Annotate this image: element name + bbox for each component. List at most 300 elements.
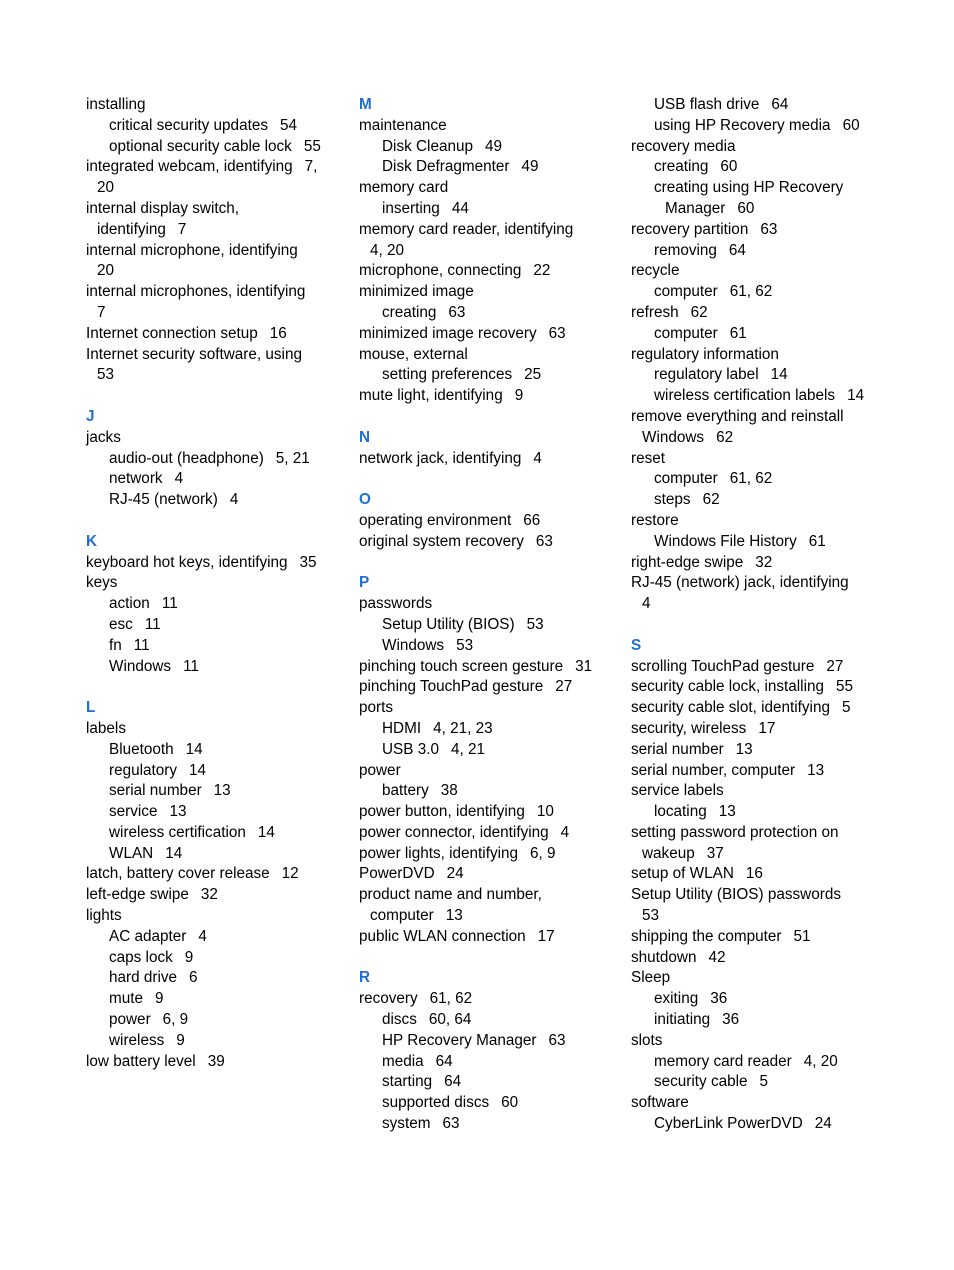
index-term: serial number, computer <box>631 761 796 779</box>
index-subentry <box>359 1031 611 1052</box>
index-entry <box>631 698 883 719</box>
index-column-3 <box>631 95 883 1135</box>
index-term: system <box>382 1115 431 1133</box>
index-term: Disk Defragmenter <box>382 158 510 176</box>
index-subentry <box>631 116 883 137</box>
index-term: recovery partition <box>631 220 749 238</box>
page-number-link[interactable]: 17 <box>537 927 555 945</box>
index-term: installing <box>86 96 146 113</box>
page-number-link[interactable]: 4 <box>198 927 207 945</box>
index-subentry <box>359 740 611 761</box>
page-number-link[interactable]: 31 <box>575 657 593 675</box>
section-gap <box>359 553 611 574</box>
index-entry <box>86 324 338 345</box>
page-number-link[interactable]: 63 <box>548 324 566 342</box>
index-term: Internet connection setup <box>86 324 258 342</box>
page-number-link[interactable]: 49 <box>484 137 502 155</box>
index-term: identifying <box>97 220 166 238</box>
index-subentry <box>359 137 611 158</box>
index-entry <box>631 303 883 324</box>
section-gap <box>359 407 611 428</box>
index-subentry <box>359 157 611 178</box>
index-subentry <box>631 95 883 116</box>
page-number-link[interactable]: 63 <box>442 1115 460 1133</box>
index-entry <box>359 261 611 282</box>
index-subentry <box>86 615 338 636</box>
page-number-link[interactable]: 7, <box>304 158 318 176</box>
index-term: discs <box>382 1011 417 1029</box>
index-term: 7 <box>97 303 106 321</box>
index-term: internal display switch, <box>86 199 240 217</box>
index-entry <box>631 740 883 761</box>
page-number-link[interactable]: 32 <box>200 886 218 904</box>
page-number-link[interactable]: 24 <box>446 865 464 883</box>
index-term: esc <box>109 615 133 633</box>
page-number-link[interactable]: 4 <box>533 449 542 467</box>
index-term: starting <box>382 1073 433 1091</box>
page-number-link[interactable]: 49 <box>521 158 539 176</box>
index-term: steps <box>654 491 691 509</box>
index-subentry <box>359 636 611 657</box>
page-number-link[interactable]: 9 <box>155 990 164 1008</box>
index-term: Windows <box>109 657 172 675</box>
index-section-letter: J <box>86 407 95 425</box>
index-entry <box>359 345 611 366</box>
index-term: operating environment <box>359 511 512 529</box>
index-subentry <box>86 490 338 511</box>
index-entry <box>86 241 338 262</box>
page-number-link[interactable]: 64 <box>444 1073 462 1091</box>
page-number-link[interactable]: 61, 62 <box>429 990 473 1008</box>
index-subentry <box>86 594 338 615</box>
index-subentry <box>86 1010 338 1031</box>
page-number-link[interactable]: 13 <box>213 782 231 800</box>
index-entry <box>86 719 338 740</box>
index-term: Bluetooth <box>109 740 174 758</box>
index-subentry <box>359 719 611 740</box>
index-subentry <box>631 532 883 553</box>
index-entry <box>359 282 611 303</box>
index-subentry <box>86 469 338 490</box>
index-term: supported discs <box>382 1094 490 1112</box>
index-entry <box>631 345 883 366</box>
page-number-link[interactable]: 6 <box>189 969 198 987</box>
index-entry <box>631 1031 883 1052</box>
page-number-link[interactable]: 62 <box>716 428 734 446</box>
index-term: memory card reader <box>654 1052 792 1070</box>
page-number-link[interactable]: 53 <box>526 615 544 633</box>
page-number-link[interactable]: 5 <box>841 699 851 717</box>
index-subentry-continuation <box>631 199 883 220</box>
index-entry <box>359 844 611 865</box>
index-entry <box>631 449 883 470</box>
index-term: labels <box>86 719 126 737</box>
page-number-link[interactable]: 61 <box>808 532 826 550</box>
index-subentry <box>359 1093 611 1114</box>
page-number-link[interactable]: 36 <box>710 990 728 1008</box>
page-number-link[interactable]: 5 <box>759 1073 769 1091</box>
index-term: 53 <box>97 366 115 384</box>
index-term: exiting <box>654 990 699 1008</box>
page-number-link[interactable]: 64 <box>728 241 746 259</box>
page-number-link[interactable]: 14 <box>257 823 275 841</box>
page-number-link[interactable]: 12 <box>281 865 299 883</box>
index-section-letter: S <box>631 636 642 654</box>
index-term: Windows File History <box>654 532 797 550</box>
page-number-link[interactable]: 60 <box>842 116 860 134</box>
index-term: WLAN <box>109 844 154 862</box>
index-entry <box>631 968 883 989</box>
page-number-link[interactable]: 44 <box>451 199 469 217</box>
page-number-link[interactable]: 63 <box>535 532 553 550</box>
page-number-link[interactable]: 24 <box>814 1115 832 1133</box>
index-term: mute light, identifying <box>359 387 503 405</box>
index-entry <box>631 657 883 678</box>
index-term: slots <box>631 1031 663 1049</box>
page-number-link[interactable]: 4, 21, 23 <box>433 719 493 737</box>
index-term: serial number <box>109 782 202 800</box>
index-entry <box>86 157 338 178</box>
page-number-link[interactable]: 62 <box>690 303 708 321</box>
index-column-2 <box>359 95 611 1135</box>
index-term: creating <box>382 303 437 321</box>
index-term: service labels <box>631 782 724 800</box>
page-number-link[interactable]: 22 <box>533 262 551 280</box>
index-term: integrated webcam, identifying <box>86 158 293 176</box>
index-entry <box>359 116 611 137</box>
index-subentry <box>631 386 883 407</box>
page-number-link[interactable]: 7 <box>177 220 187 238</box>
index-subentry <box>86 636 338 657</box>
page-number-link[interactable]: 6, 9 <box>162 1011 189 1029</box>
page-number-link[interactable]: 11 <box>144 615 161 633</box>
index-entry <box>86 345 338 366</box>
page-number-link[interactable]: 60 <box>501 1094 519 1112</box>
page-number-link[interactable]: 60 <box>720 158 738 176</box>
index-entry <box>631 781 883 802</box>
index-entry <box>359 594 611 615</box>
index-term: Windows <box>642 428 705 446</box>
index-term: regulatory <box>109 761 178 779</box>
index-term: audio-out (headphone) <box>109 449 264 467</box>
index-term: latch, battery cover release <box>86 865 270 883</box>
page-number-link[interactable]: 53 <box>456 636 474 654</box>
page-number-link[interactable]: 61 <box>729 324 747 342</box>
index-term: AC adapter <box>109 927 187 945</box>
index-term: power lights, identifying <box>359 844 519 862</box>
page-number-link[interactable]: 13 <box>735 740 753 758</box>
index-term: Setup Utility (BIOS) passwords <box>631 886 841 904</box>
index-entry-continuation <box>631 906 883 927</box>
index-term: low battery level <box>86 1052 196 1070</box>
index-term: setup of WLAN <box>631 865 734 883</box>
index-entry <box>359 885 611 906</box>
page-number-link[interactable]: 36 <box>722 1011 740 1029</box>
index-term: regulatory information <box>631 345 779 363</box>
page-number-link[interactable]: 13 <box>169 803 187 821</box>
index-entry <box>631 553 883 574</box>
index-term: power connector, identifying <box>359 823 549 841</box>
index-entry <box>631 864 883 885</box>
page-number-link[interactable]: 64 <box>435 1052 453 1070</box>
index-term: passwords <box>359 595 433 613</box>
index-subentry <box>631 1072 883 1093</box>
index-term: shipping the computer <box>631 927 782 945</box>
index-term: recovery <box>359 990 418 1008</box>
page-number-link[interactable]: 32 <box>755 553 773 571</box>
index-term: PowerDVD <box>359 865 435 883</box>
index-term: removing <box>654 241 717 259</box>
index-term: security cable lock, installing <box>631 678 824 696</box>
index-entry-continuation <box>631 594 883 615</box>
index-term: software <box>631 1094 689 1112</box>
index-subentry <box>86 989 338 1010</box>
section-gap <box>631 615 883 636</box>
index-term: public WLAN connection <box>359 927 526 945</box>
page-number-link[interactable]: 27 <box>826 657 844 675</box>
index-term: Internet security software, using <box>86 345 302 363</box>
page-number-link[interactable]: 16 <box>745 865 763 883</box>
index-term: scrolling TouchPad gesture <box>631 657 815 675</box>
index-section-letter: N <box>359 428 371 446</box>
index-term: battery <box>382 782 429 800</box>
index-entry <box>631 573 883 594</box>
index-term: inserting <box>382 199 440 217</box>
index-term: 20 <box>97 179 115 197</box>
page-number-link[interactable]: 11 <box>161 595 178 613</box>
page-number-link[interactable]: 64 <box>771 96 789 113</box>
index-entry <box>631 511 883 532</box>
index-term: critical security updates <box>109 116 268 134</box>
index-term: pinching touch screen gesture <box>359 657 564 675</box>
index-entry <box>359 927 611 948</box>
index-column-1 <box>86 95 338 1072</box>
section-gap <box>359 469 611 490</box>
index-term: shutdown <box>631 948 697 966</box>
index-subentry <box>631 1114 883 1135</box>
page-number-link[interactable]: 61, 62 <box>729 283 773 301</box>
index-entry <box>86 553 338 574</box>
index-entry-continuation <box>631 844 883 865</box>
index-term: USB 3.0 <box>382 740 439 758</box>
page-number-link[interactable]: 9 <box>514 387 524 405</box>
page-number-link[interactable]: 4 <box>560 823 570 841</box>
page-number-link[interactable]: 14 <box>189 761 207 779</box>
page-number-link[interactable]: 11 <box>133 636 150 654</box>
index-term: caps lock <box>109 948 173 966</box>
index-subentry <box>631 1010 883 1031</box>
index-section-letter: R <box>359 969 371 987</box>
page-number-link[interactable]: 63 <box>548 1031 566 1049</box>
index-subentry <box>631 1052 883 1073</box>
page-number-link[interactable]: 11 <box>183 657 199 675</box>
index-term: left-edge swipe <box>86 886 189 904</box>
index-entry <box>359 657 611 678</box>
index-entry <box>631 885 883 906</box>
section-gap <box>86 511 338 532</box>
index-subentry <box>86 844 338 865</box>
index-term: service <box>109 803 158 821</box>
index-entry <box>359 220 611 241</box>
index-term: mute <box>109 990 144 1008</box>
page-number-link[interactable]: 55 <box>303 137 321 155</box>
index-subentry <box>631 282 883 303</box>
index-term: regulatory label <box>654 366 759 384</box>
index-entry <box>631 677 883 698</box>
page-number-link[interactable]: 14 <box>185 740 203 758</box>
page-number-link[interactable]: 6, 9 <box>530 844 556 862</box>
page-number-link[interactable]: 4, 20 <box>803 1052 838 1070</box>
index-subentry <box>631 365 883 386</box>
page-number-link[interactable]: 37 <box>706 844 724 862</box>
page-number-link[interactable]: 63 <box>448 303 466 321</box>
index-term: HP Recovery Manager <box>382 1031 537 1049</box>
page-number-link[interactable]: 27 <box>555 678 573 696</box>
index-term: Sleep <box>631 969 671 987</box>
page-number-link[interactable]: 13 <box>718 803 736 821</box>
index-term: internal microphones, identifying <box>86 283 306 301</box>
index-term: keyboard hot keys, identifying <box>86 553 288 571</box>
index-subentry <box>86 781 338 802</box>
index-entry <box>359 178 611 199</box>
page-number-link[interactable]: 39 <box>207 1052 225 1070</box>
page-number-link[interactable]: 14 <box>770 366 788 384</box>
page-number-link[interactable]: 9 <box>184 948 194 966</box>
page-number-link[interactable]: 10 <box>536 803 554 821</box>
index-subentry <box>359 199 611 220</box>
index-section-letter: M <box>359 96 372 113</box>
index-term: mouse, external <box>359 345 468 363</box>
page-number-link[interactable]: 16 <box>269 324 287 342</box>
index-entry-continuation <box>86 303 338 324</box>
index-subentry <box>631 157 883 178</box>
index-entry <box>86 1052 338 1073</box>
index-term: memory card reader, identifying <box>359 220 574 238</box>
index-entry <box>359 802 611 823</box>
page-number-link[interactable]: 25 <box>524 366 542 384</box>
page-number-link[interactable]: 14 <box>847 387 865 405</box>
index-term: pinching TouchPad gesture <box>359 678 544 696</box>
index-entry <box>86 199 338 220</box>
index-entry <box>359 511 611 532</box>
page-number-link[interactable]: 9 <box>176 1031 185 1049</box>
page-number-link[interactable]: 14 <box>165 844 183 862</box>
index-entry-continuation <box>86 261 338 282</box>
index-entry <box>359 449 611 470</box>
index-term: Windows <box>382 636 445 654</box>
index-term: Disk Cleanup <box>382 137 473 155</box>
page-number-link[interactable]: 35 <box>299 553 317 571</box>
page-number-link[interactable]: 5, 21 <box>275 449 310 467</box>
index-term: fn <box>109 636 122 654</box>
page-number-link[interactable]: 60, 64 <box>428 1011 472 1029</box>
page-number-link[interactable]: 4 <box>229 491 239 509</box>
page-number-link[interactable]: 17 <box>758 719 776 737</box>
index-subentry <box>86 1031 338 1052</box>
page-number-link[interactable]: 62 <box>702 491 720 509</box>
index-term: memory card <box>359 179 449 197</box>
index-entry <box>86 885 338 906</box>
index-subentry <box>359 615 611 636</box>
index-entry <box>359 823 611 844</box>
index-term: wakeup <box>642 844 695 862</box>
page-number-link[interactable]: 60 <box>737 199 755 217</box>
index-entry <box>631 927 883 948</box>
page-number-link[interactable]: 54 <box>279 116 297 134</box>
index-subentry <box>631 469 883 490</box>
index-term: RJ-45 (network) <box>109 491 218 509</box>
page-number-link[interactable]: 61, 62 <box>729 470 773 488</box>
index-subentry <box>631 989 883 1010</box>
index-term: security cable slot, identifying <box>631 699 830 717</box>
page-number-link[interactable]: 38 <box>440 782 458 800</box>
page-number-link[interactable]: 63 <box>760 220 778 238</box>
index-section-letter: L <box>86 699 96 717</box>
index-subentry <box>86 802 338 823</box>
index-subentry <box>86 761 338 782</box>
index-entry <box>359 324 611 345</box>
page-number-link[interactable]: 66 <box>523 511 541 529</box>
index-term: product name and number, <box>359 886 542 904</box>
page-number-link[interactable]: 55 <box>836 678 854 696</box>
index-subentry <box>86 137 338 158</box>
index-term: reset <box>631 449 666 467</box>
index-term: minimized image recovery <box>359 324 537 342</box>
index-term: recovery media <box>631 137 736 155</box>
index-term: CyberLink PowerDVD <box>654 1115 803 1133</box>
index-entry <box>631 823 883 844</box>
index-term: hard drive <box>109 969 178 987</box>
index-term: security, wireless <box>631 719 747 737</box>
index-term: computer <box>654 324 718 342</box>
index-term: initiating <box>654 1011 711 1029</box>
page-number-link[interactable]: 13 <box>445 907 463 925</box>
index-term: locating <box>654 803 707 821</box>
index-term: right-edge swipe <box>631 553 744 571</box>
index-term: maintenance <box>359 116 447 134</box>
index-term: restore <box>631 511 679 529</box>
index-term: computer <box>654 283 718 301</box>
page-number-link[interactable]: 13 <box>807 761 825 779</box>
index-term: minimized image <box>359 283 474 301</box>
index-entry-continuation <box>359 906 611 927</box>
index-subentry <box>86 449 338 470</box>
index-entry <box>631 220 883 241</box>
index-entry <box>359 761 611 782</box>
section-gap <box>86 386 338 407</box>
page-number-link[interactable]: 42 <box>708 948 726 966</box>
index-term: jacks <box>86 428 121 446</box>
index-entry <box>631 1093 883 1114</box>
index-term: lights <box>86 907 122 925</box>
index-subentry <box>359 1010 611 1031</box>
index-term: computer <box>654 470 718 488</box>
page-number-link[interactable]: 51 <box>793 927 811 945</box>
index-entry <box>631 261 883 282</box>
index-term: recycle <box>631 262 680 280</box>
page-number-link[interactable]: 4, 21 <box>450 740 485 758</box>
index-entry-continuation <box>86 365 338 386</box>
index-entry <box>86 906 338 927</box>
index-subentry <box>359 1114 611 1135</box>
index-term: ports <box>359 699 394 717</box>
page-number-link[interactable]: 4 <box>174 470 184 488</box>
index-term: internal microphone, identifying <box>86 241 298 259</box>
index-entry <box>631 761 883 782</box>
index-entry <box>631 948 883 969</box>
index-term: wireless certification labels <box>654 387 836 405</box>
index-subentry <box>631 490 883 511</box>
